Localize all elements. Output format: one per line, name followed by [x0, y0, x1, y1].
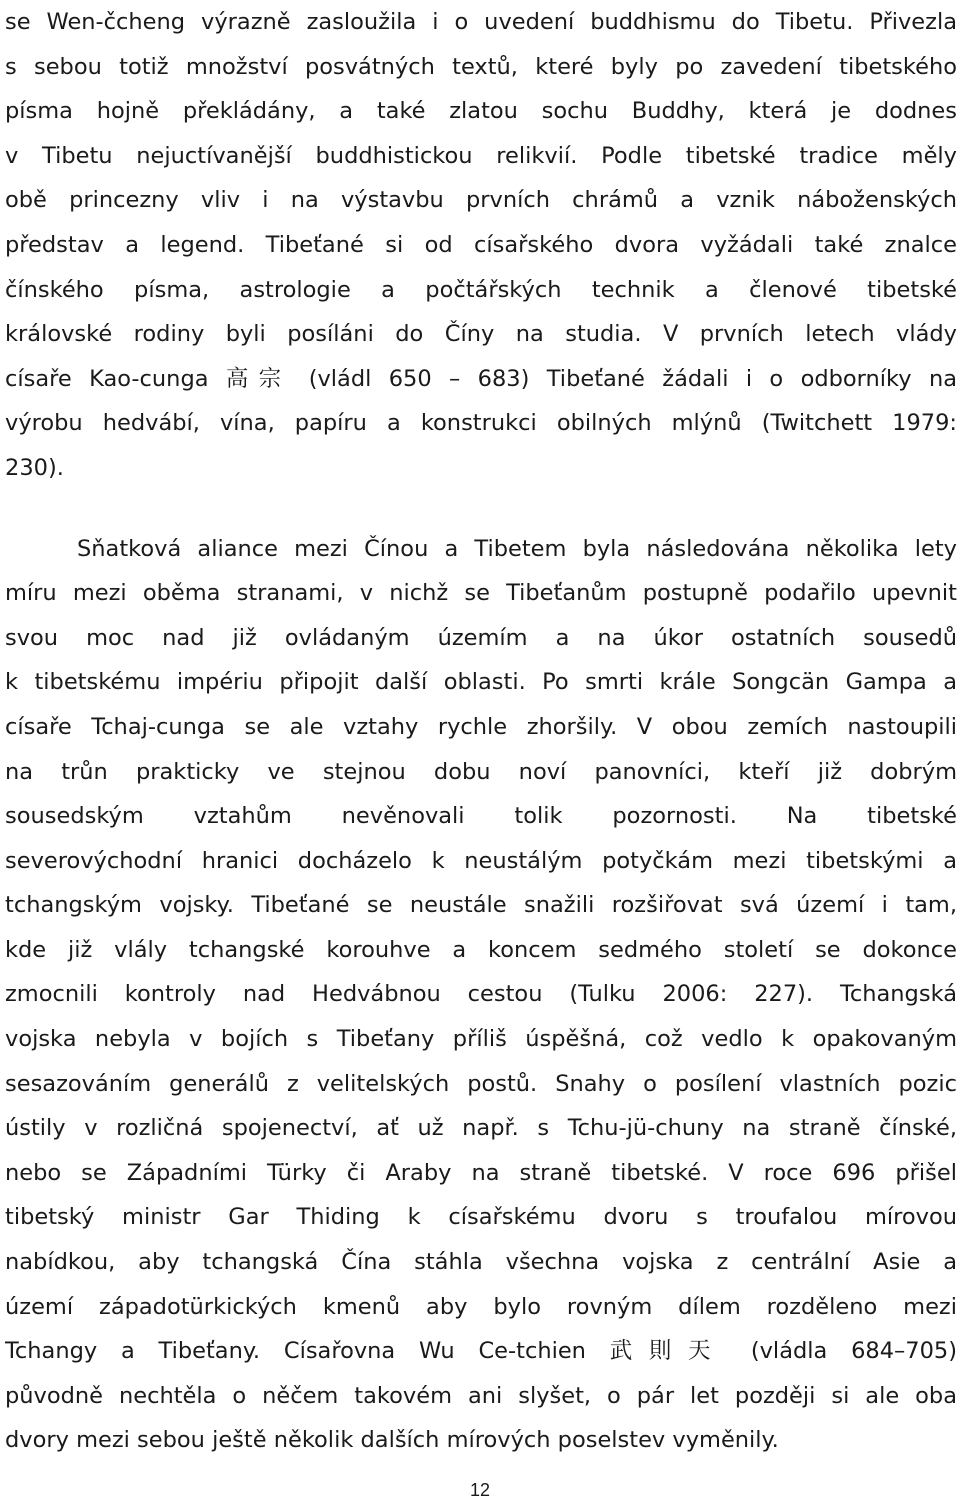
- text-line: dvory mezi sebou ještě několik dalších mírových poselstev vyměnily.: [5, 1427, 779, 1454]
- text-line: tibetský ministr Gar Thiding k císařskému dvoru s troufalou mírovou: [5, 1204, 957, 1231]
- text-line: se Wen-čcheng výrazně zasloužila i o uvedení buddhismu do Tibetu. Přivezla: [5, 9, 957, 35]
- text-line: původně nechtěla o něčem takovém ani slyšet, o pár let později si ale oba: [5, 1382, 957, 1409]
- text-line: královské rodiny byli posíláni do Číny na studia. V prvních letech vlády: [5, 321, 957, 348]
- text-line: 230).: [5, 454, 64, 481]
- text-line: sesazováním generálů z velitelských postů. Snahy o posílení vlastních pozic: [5, 1070, 957, 1097]
- page-number: 12: [469, 1480, 491, 1500]
- text-line: k tibetskému impériu připojit další oblasti. Po smrti krále Songcän Gampa a: [5, 669, 957, 696]
- text-line: míru mezi oběma stranami, v nichž se Tibeťanům postupně podařilo upevnit: [5, 580, 957, 607]
- text-line: Sňatková aliance mezi Čínou a Tibetem byla následována několika lety: [77, 535, 957, 562]
- text-line: císaře Kao-cunga 高宗 (vládl 650 – 683) Tibeťané žádali i o odborníky na: [5, 365, 957, 392]
- text-line: s sebou totiž množství posvátných textů, které byly po zavedení tibetského: [5, 53, 957, 80]
- paragraph-1: [5, 0, 957, 491]
- text-line: písma hojně překládány, a také zlatou sochu Buddhy, která je dodnes: [5, 98, 957, 125]
- text-line: severovýchodní hranici docházelo k neustálým potyčkám mezi tibetskými a: [5, 847, 957, 874]
- text-line: císaře Tchaj-cunga se ale vztahy rychle zhoršily. V obou zemích nastoupili: [5, 713, 957, 740]
- text-line: svou moc nad již ovládaným územím a na úkor ostatních sousedů: [5, 624, 957, 651]
- text-line: čínského písma, astrologie a počtářských technik a členové tibetské: [5, 276, 957, 303]
- text-line: ústily v rozličná spojenectví, ať už např. s Tchu-jü-chuny na straně čínské,: [5, 1115, 957, 1142]
- paragraph-2: [5, 527, 957, 1463]
- text-line: výrobu hedvábí, vína, papíru a konstrukci obilných mlýnů (Twitchett 1979:: [5, 410, 957, 437]
- text-line: tchangským vojsky. Tibeťané se neustále snažili rozšiřovat svá území i tam,: [5, 892, 957, 919]
- paragraph-spacer: [5, 491, 957, 527]
- text-line: sousedským vztahům nevěnovali tolik pozornosti. Na tibetské: [5, 803, 957, 830]
- text-line: v Tibetu nejuctívanější buddhistickou relikvií. Podle tibetské tradice měly: [5, 142, 957, 169]
- text-line: území západotürkických kmenů aby bylo rovným dílem rozděleno mezi: [5, 1293, 957, 1320]
- text-line: kde již vlály tchangské korouhve a koncem sedmého století se dokonce: [5, 936, 957, 963]
- text-line: představ a legend. Tibeťané si od císařského dvora vyžádali také znalce: [5, 231, 957, 258]
- document-body: [5, 0, 957, 1463]
- text-line: zmocnili kontroly nad Hedvábnou cestou (Tulku 2006: 227). Tchangská: [5, 981, 957, 1008]
- text-line: nebo se Západními Türky či Araby na straně tibetské. V roce 696 přišel: [5, 1159, 957, 1186]
- text-line: Tchangy a Tibeťany. Císařovna Wu Ce-tchien 武則天 (vládla 684–705): [5, 1338, 957, 1365]
- text-line: obě princezny vliv i na výstavbu prvních chrámů a vznik náboženských: [5, 187, 957, 214]
- text-line: nabídkou, aby tchangská Čína stáhla všechna vojska z centrální Asie a: [5, 1249, 957, 1276]
- text-line: vojska nebyla v bojích s Tibeťany příliš úspěšná, což vedlo k opakovaným: [5, 1026, 957, 1053]
- text-line: na trůn prakticky ve stejnou dobu noví panovníci, kteří již dobrým: [5, 758, 957, 785]
